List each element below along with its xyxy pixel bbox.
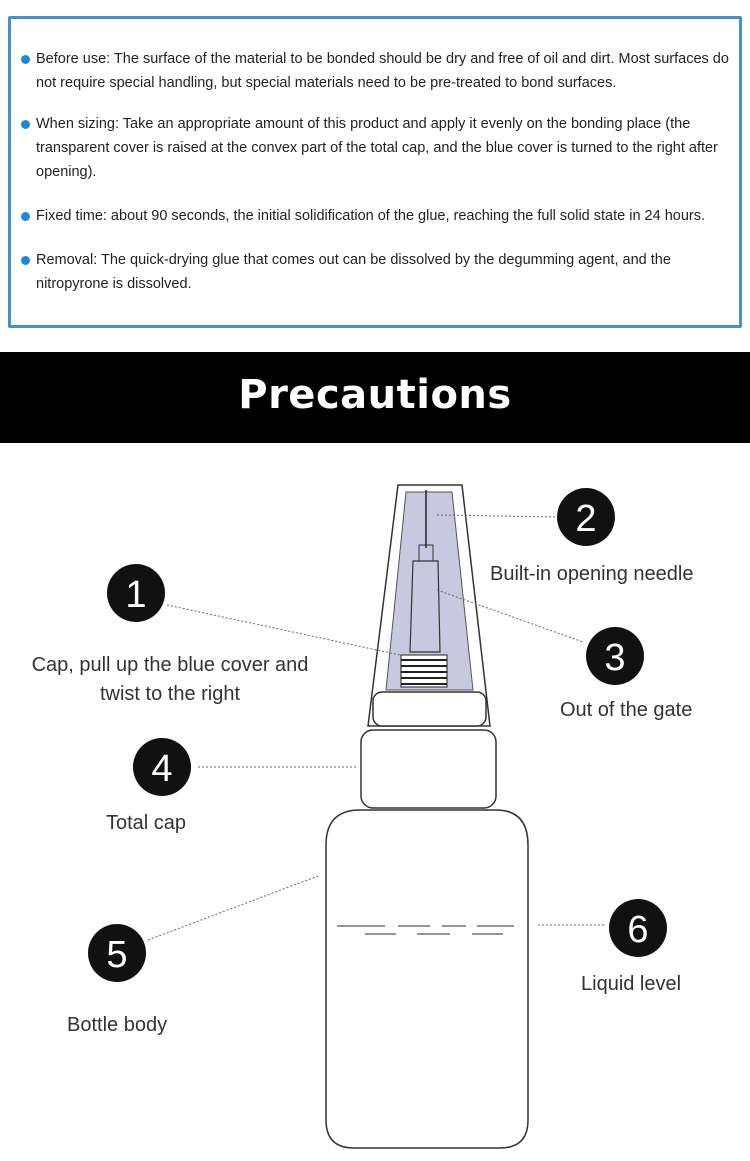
part-label-bottle-body: Bottle body — [67, 1014, 168, 1036]
label-line: twist to the right — [99, 683, 241, 705]
leader-line-1 — [167, 605, 400, 655]
cap-threads — [401, 655, 447, 687]
part-label-cap — [20, 651, 320, 709]
instructions-box — [8, 16, 742, 328]
instruction-item — [21, 47, 731, 95]
bullet-icon — [21, 256, 30, 265]
banner-title: Precautions — [238, 372, 512, 418]
badge-4 — [133, 738, 191, 796]
badge-3 — [586, 627, 644, 685]
badge-number: 6 — [627, 909, 649, 951]
part-label-total-cap: Total cap — [106, 812, 187, 834]
badge-number: 1 — [125, 574, 147, 616]
badge-5 — [88, 924, 146, 982]
part-label-gate: Out of the gate — [560, 699, 693, 721]
bullet-icon — [21, 120, 30, 129]
bottle-diagram — [0, 443, 750, 1161]
part-label-needle: Built-in opening needle — [490, 563, 694, 585]
badge-number: 5 — [106, 934, 128, 976]
bottle-body — [326, 810, 528, 1148]
total-cap — [361, 730, 496, 808]
instruction-text: Fixed time: about 90 seconds, the initial solidification of the glue, reaching the full solid state in 24 hours. — [36, 208, 706, 224]
leader-line-5 — [148, 876, 318, 940]
collar — [373, 692, 486, 726]
part-label-liquid-level: Liquid level — [581, 973, 682, 995]
label-line: Cap, pull up the blue cover and — [31, 654, 309, 676]
bullet-icon — [21, 55, 30, 64]
instruction-item — [21, 248, 731, 296]
instruction-text: Before use: The surface of the material to be bonded should be dry and free of oil and dirt. Most surfaces do not require special handling, but special materials need to be pre-treated to bond surfaces. — [36, 51, 729, 91]
badge-number: 4 — [151, 748, 173, 790]
bullet-icon — [21, 212, 30, 221]
instruction-text: When sizing: Take an appropriate amount of this product and apply it evenly on the bonding place (the transparent cover is raised at the convex part of the total cap, and the blue cover is turned to the right after opening). — [36, 116, 718, 180]
badge-number: 2 — [575, 498, 597, 540]
instruction-text: Removal: The quick-drying glue that comes out can be dissolved by the degumming agent, and the nitropyrone is dissolved. — [36, 252, 671, 292]
badge-6 — [609, 899, 667, 957]
badge-1 — [107, 564, 165, 622]
instruction-item — [21, 204, 731, 228]
instruction-item — [21, 112, 731, 184]
badge-2 — [557, 488, 615, 546]
badge-number: 3 — [604, 637, 626, 679]
